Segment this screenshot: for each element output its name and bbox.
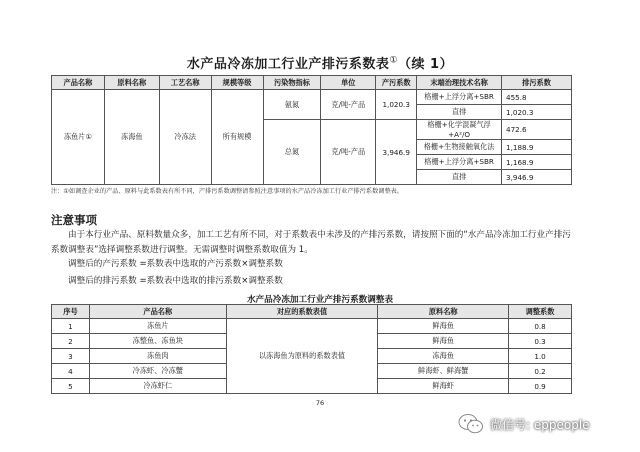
product-cell: 冻整鱼、冻鱼块 bbox=[89, 334, 226, 349]
table1-header: 产品名称 bbox=[52, 76, 105, 90]
discharge-coef-cell: 3,946.9 bbox=[502, 170, 572, 185]
table2-header-row bbox=[52, 305, 572, 319]
table1-title: 水产品冷冻加工行业产排污系数表①（续 1） bbox=[186, 55, 454, 72]
table1-header: 产污系数 bbox=[376, 76, 417, 90]
coefficient-cell: 0.2 bbox=[509, 364, 572, 379]
table1-header: 污染物指标 bbox=[263, 76, 321, 90]
discharge-coef-cell: 455.8 bbox=[502, 90, 572, 105]
material-cell: 冻海鱼 bbox=[378, 349, 509, 364]
coefficient-cell: 0.3 bbox=[509, 334, 572, 349]
table1-header: 末端治理技术名称 bbox=[417, 76, 502, 90]
coefficient-cell: 1.0 bbox=[509, 349, 572, 364]
table1-header: 规模等级 bbox=[211, 76, 263, 90]
treatment-tech-cell: 直排 bbox=[417, 105, 502, 120]
treatment-tech-cell: 格栅+上浮分离+SBR bbox=[417, 155, 502, 170]
treatment-tech-cell: 格栅+生物接触氧化法 bbox=[417, 140, 502, 155]
product-cell: 冷冻虾、冷冻蟹 bbox=[89, 364, 226, 379]
row-number-cell: 1 bbox=[52, 319, 90, 334]
product-cell: 冻鱼肉 bbox=[89, 349, 226, 364]
notes-heading: 注意事项 bbox=[51, 213, 97, 227]
table2-header: 原料名称 bbox=[378, 305, 509, 319]
coefficient-cell: 0.8 bbox=[509, 319, 572, 334]
process-cell: 冷冻法 bbox=[159, 90, 211, 185]
treatment-tech-cell: 格栅+化学混凝气浮+A²/O bbox=[417, 120, 502, 140]
table1-header-row bbox=[52, 76, 572, 90]
table1-header: 单位 bbox=[321, 76, 376, 90]
generation-coef-cell: 3,946.9 bbox=[376, 120, 417, 185]
discharge-coef-cell: 472.6 bbox=[502, 120, 572, 140]
table2-header: 调整系数 bbox=[509, 305, 572, 319]
watermark bbox=[458, 413, 590, 435]
treatment-tech-cell: 格栅+上浮分离+SBR bbox=[417, 90, 502, 105]
product-cell: 冻鱼片① bbox=[52, 90, 105, 185]
adjustment-coefficient-table bbox=[51, 304, 572, 394]
table-row bbox=[52, 90, 572, 105]
material-cell: 鲜海鱼 bbox=[378, 334, 509, 349]
table2-header: 序号 bbox=[52, 305, 90, 319]
material-cell: 鲜海虾 bbox=[378, 379, 509, 394]
emission-coefficient-table bbox=[51, 75, 572, 185]
table1-header: 原料名称 bbox=[104, 76, 159, 90]
discharge-coef-cell: 1,168.9 bbox=[502, 155, 572, 170]
table2-header: 产品名称 bbox=[89, 305, 226, 319]
pollutant-cell: 总氮 bbox=[263, 120, 321, 185]
discharge-coef-cell: 1,188.9 bbox=[502, 140, 572, 155]
row-number-cell: 3 bbox=[52, 349, 90, 364]
scale-cell: 所有规模 bbox=[211, 90, 263, 185]
row-number-cell: 5 bbox=[52, 379, 90, 394]
product-cell: 冻鱼片 bbox=[89, 319, 226, 334]
page-number: 76 bbox=[315, 399, 325, 407]
formula-discharge: 调整后的排污系数 =系数表中选取的排污系数×调整系数 bbox=[68, 276, 283, 286]
table1-header: 排污系数 bbox=[502, 76, 572, 90]
unit-cell: 克/吨-产品 bbox=[321, 90, 376, 120]
generation-coef-cell: 1,020.3 bbox=[376, 90, 417, 120]
merged-value-cell: 以冻海鱼为原料的系数表值 bbox=[226, 319, 378, 394]
unit-cell: 克/吨-产品 bbox=[321, 120, 376, 185]
product-cell: 冷冻虾仁 bbox=[89, 379, 226, 394]
row-number-cell: 4 bbox=[52, 364, 90, 379]
table1-footnote: 注：①如调查企业的产品、原料与此系数表有所不同，产排污系数调整请参照注意事项的水产品冷冻加工行业产排污系数调整表。 bbox=[51, 188, 404, 195]
material-cell: 鲜海鱼 bbox=[378, 319, 509, 334]
table2-header: 对应的系数表值 bbox=[226, 305, 378, 319]
watermark-text: 微信号: eppeople bbox=[490, 417, 590, 432]
row-number-cell: 2 bbox=[52, 334, 90, 349]
table1-header: 工艺名称 bbox=[159, 76, 211, 90]
material-cell: 冻海鱼 bbox=[104, 90, 159, 185]
treatment-tech-cell: 直排 bbox=[417, 170, 502, 185]
pollutant-cell: 氨氮 bbox=[263, 90, 321, 120]
table2-title: 水产品冷冻加工行业产排污系数调整表 bbox=[246, 295, 394, 305]
notes-paragraph: 由于本行业产品、原料数量众多，加工工艺有所不同，对于系数表中未涉及的产排污系数，请按照下面的“水产品冷冻加工行业产排污系数调整表”选择调整系数进行调整。无需调整时调整系数取值为 1。 bbox=[51, 230, 571, 255]
discharge-coef-cell: 1,020.3 bbox=[502, 105, 572, 120]
table-row bbox=[52, 319, 572, 334]
material-cell: 鲜海虾、鲜海蟹 bbox=[378, 364, 509, 379]
formula-generation: 调整后的产污系数 =系数表中选取的产污系数×调整系数 bbox=[68, 259, 283, 269]
coefficient-cell: 0.9 bbox=[509, 379, 572, 394]
wechat-icon bbox=[458, 413, 484, 435]
